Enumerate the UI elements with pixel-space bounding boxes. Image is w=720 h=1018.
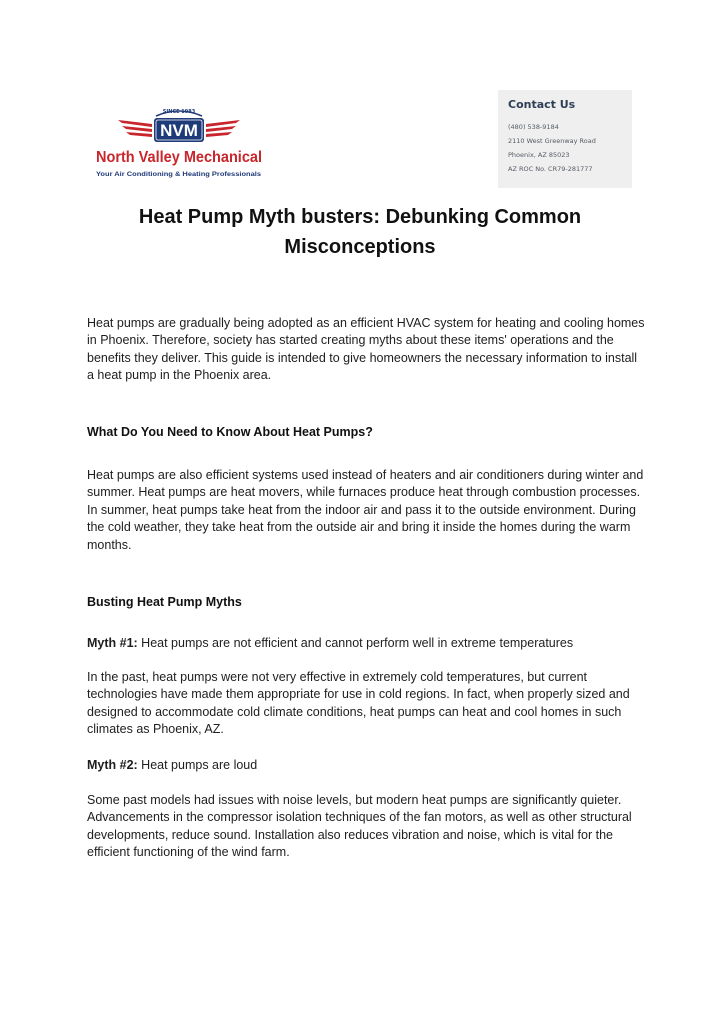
section-heading-myths: Busting Heat Pump Myths — [87, 595, 242, 609]
intro-paragraph: Heat pumps are gradually being adopted as an efficient HVAC system for heating and cooling homes in Phoenix. Therefore, society has started creating myths about these items' operations and the benefits they deliver. This guide is intended to give homeowners the necessary information to install a heat pump in the Phoenix area. — [87, 316, 645, 383]
contact-address-city: Phoenix, AZ 85023 — [508, 151, 570, 159]
contact-box — [498, 90, 632, 188]
myth-2-line — [87, 758, 257, 772]
logo-tagline: Your Air Conditioning & Heating Professionals — [96, 171, 262, 178]
myth-1-label: Myth #1: — [87, 636, 138, 650]
myth-2-paragraph: Some past models had issues with noise levels, but modern heat pumps are significantly quieter. Advancements in the compressor isolation techniques of the fan motors, as well as other structural developments, reduce sound. Installation also reduces vibration and noise, which is vital for the efficient functioning of the wind farm. — [87, 793, 632, 860]
article-title: Heat Pump Myth busters: Debunking Common Misconceptions — [138, 206, 582, 258]
contact-title: Contact Us — [508, 98, 576, 111]
contact-phone: (480) 538-9184 — [508, 123, 559, 131]
myth-2-text: Heat pumps are loud — [137, 758, 258, 772]
myth-1-paragraph: In the past, heat pumps were not very effective in extremely cold temperatures, but current technologies have made them appropriate for use in cold regions. In fact, when properly sized and designed to accommodate cold climate conditions, heat pumps can heat and cool homes in such climates as Phoenix, AZ. — [87, 670, 630, 737]
myth-2-label: Myth #2: — [87, 758, 138, 772]
myth-1-text: Heat pumps are not efficient and cannot perform well in extreme temperatures — [137, 636, 574, 650]
contact-license: AZ ROC No. CR79-281777 — [508, 165, 593, 173]
company-logo — [94, 104, 264, 184]
contact-address-street: 2110 West Greenway Road — [508, 137, 596, 145]
myth-1-line — [87, 636, 573, 650]
heat-pumps-paragraph: Heat pumps are also efficient systems used instead of heaters and air conditioners during winter and summer. Heat pumps are heat movers, while furnaces produce heat through combustion processes. In summer, heat pumps take heat from the indoor air and pass it to the outside environment. During the cold weather, they take heat from the outside air and bring it inside the homes during the warm months. — [87, 468, 644, 552]
section-heading-heat-pumps: What Do You Need to Know About Heat Pumps? — [87, 425, 373, 439]
nvm-logo-graphic — [94, 104, 264, 184]
logo-company-name: North Valley Mechanical — [96, 149, 262, 166]
logo-since-text: SINCE 1983 — [162, 109, 196, 115]
logo-monogram: NVM — [160, 121, 198, 140]
